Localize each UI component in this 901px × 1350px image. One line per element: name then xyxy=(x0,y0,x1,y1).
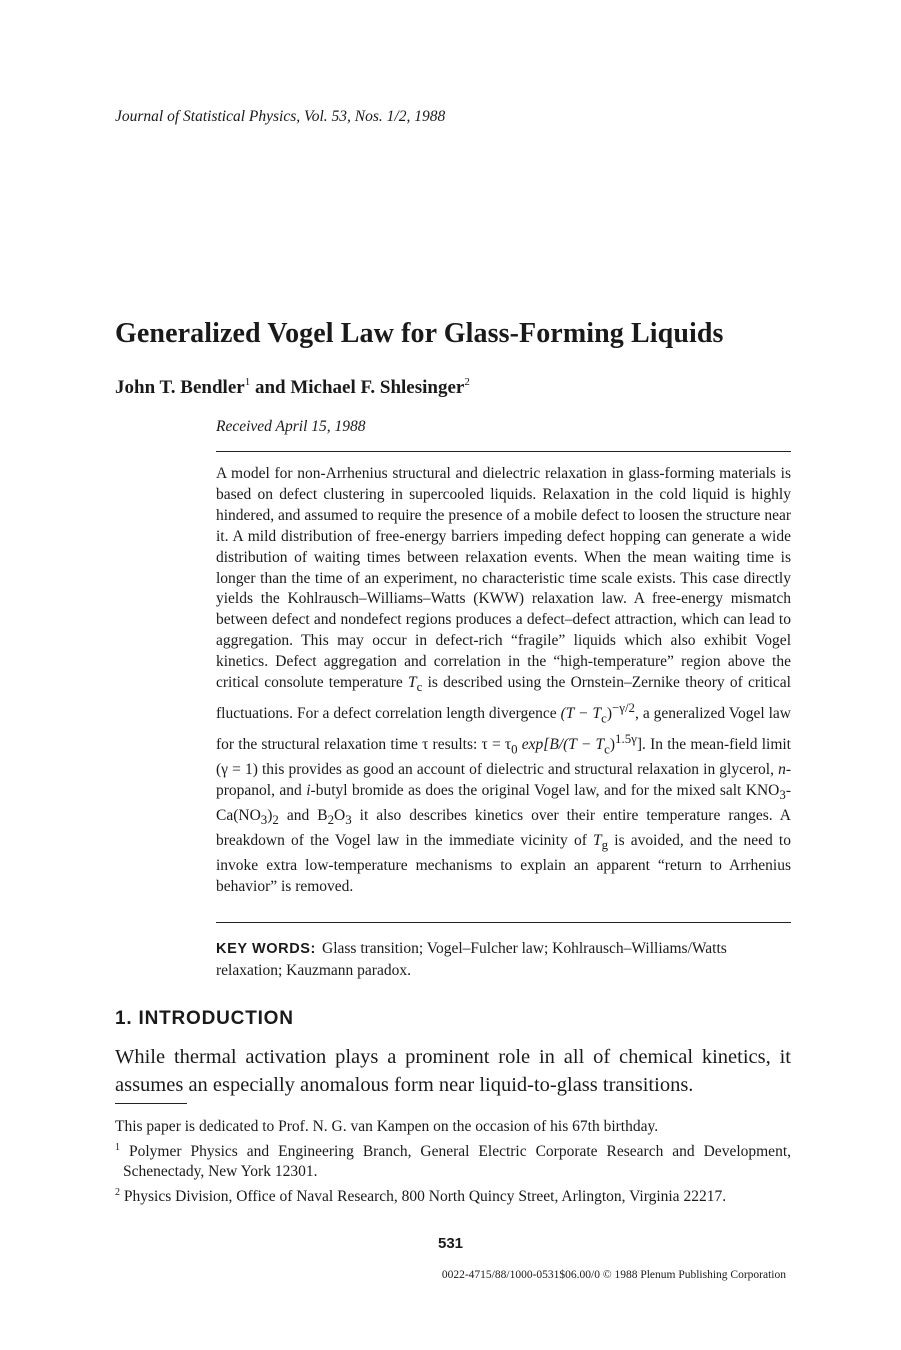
intro-paragraph: While thermal activation plays a prominent role in all of chemical kinetics, it assumes an especially anomalous form near liquid-to-glass transitions. xyxy=(115,1046,791,1096)
section-heading: 1. INTRODUCTION xyxy=(115,1008,294,1029)
abstract: A model for non-Arrhenius structural and dielectric relaxation in glass-forming materials is based on defect clustering in supercooled liquids. Relaxation in the cold liquid is highly hindered, and assumed to require the presence of a mobile defect to loosen the structure near it. A mild distribution of free-energy barriers impeding defect hopping can generate a wide distribution of waiting times between relaxation events. When the mean waiting time is longer than the time of an experiment, no characteristic time scale exists. This case directly yields the Kohlrausch–Williams–Watts (KWW) relaxation law. A free-energy mismatch between defect and nondefect regions produces a defect–defect attraction, which can lead to aggregation. This may occur in defect-rich “fragile” liquids which also exhibit Vogel kinetics. Defect aggregation and correlation in the “high-temperature” region above the critical consolute temperature $T_c$ is described using the Ornstein–Zernike theory of critical fluctuations. For a defect correlation length divergence $(T - T_c)^{-\gamma/2}$, a generalized Vogel law for the structural relaxation time τ results: $\tau = \tau_0$ $\exp[B/(T - T_c)^{1.5\gamma}]$. In the mean-field limit (γ = 1) this provides as good an account of dielectric and structural relaxation in glycerol, n-propanol, and i-butyl bromide as does the original Vogel law, and for the mixed salt $KNO_3-Ca(NO_3)_2$ and $B_2O_3$ it also describes kinetics over their entire temperature ranges. A breakdown of the Vogel law in the immediate vicinity of $T_g$ is avoided, and the need to invoke extra low-temperature mechanisms to explain an apparent “return to Arrhenius behavior” is removed. xyxy=(216,465,792,896)
keywords-label: KEY WORDS: xyxy=(216,941,316,957)
author-shlesinger: Michael F. Shlesinger xyxy=(290,377,465,398)
page-number: 531 xyxy=(437,1235,464,1252)
authors xyxy=(115,376,470,399)
footnote-1: $^1$ Polymer Physics and Engineering Branch, General Electric Corporate Research and Development, Schenectady, New York 12301. xyxy=(115,1141,791,1180)
received-date: Received April 15, 1988 xyxy=(216,418,366,435)
keywords-text: Glass transition; Vogel–Fulcher law; Kohlrausch–Williams/Watts relaxation; Kauzmann paradox. xyxy=(216,940,727,979)
abstract-top-rule xyxy=(216,451,791,452)
paper-title: Generalized Vogel Law for Glass-Forming Liquids xyxy=(115,318,724,349)
abstract-bottom-rule xyxy=(216,922,791,923)
copyright-line: 0022-4715/88/1000-0531$06.00/0 © 1988 Plenum Publishing Corporation xyxy=(441,1269,786,1281)
footnotes xyxy=(115,1117,791,1207)
footnote-dedication: This paper is dedicated to Prof. N. G. van Kampen on the occasion of his 67th birthday. xyxy=(115,1118,659,1135)
footnote-rule xyxy=(115,1103,187,1104)
affiliation-mark-1: 1 xyxy=(244,376,251,388)
footnote-2: $^2$ Physics Division, Office of Naval Research, 800 North Quincy Street, Arlington, Virginia 22217. xyxy=(115,1186,727,1205)
keywords xyxy=(216,938,791,982)
journal-citation: Journal of Statistical Physics, Vol. 53, Nos. 1/2, 1988 xyxy=(115,108,446,125)
affiliation-mark-2: 2 xyxy=(464,376,470,388)
author-connector: and xyxy=(250,377,291,398)
author-bendler: John T. Bendler xyxy=(115,377,245,398)
